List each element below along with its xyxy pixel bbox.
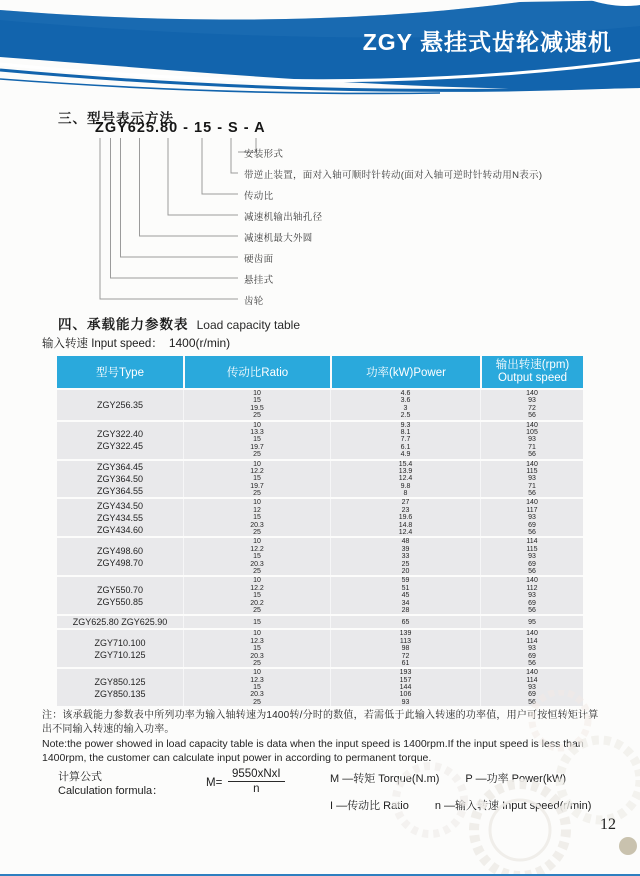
- cell-value: 93: [528, 514, 536, 522]
- table-group: [57, 390, 583, 420]
- cell-value: 15: [253, 475, 261, 483]
- cell-value: 71: [528, 482, 536, 490]
- model-name: ZGY850.125: [94, 676, 146, 687]
- cell-value: 23: [401, 506, 410, 514]
- formula-label-zh: 计算公式: [58, 771, 102, 783]
- cell-value: 193: [399, 669, 412, 677]
- power-column: [330, 422, 480, 459]
- ratio-column: [183, 499, 330, 536]
- cell-value: 9.3: [400, 421, 411, 429]
- cell-value: 25: [401, 560, 410, 568]
- power-column: [330, 538, 480, 575]
- formula-denominator: n: [253, 783, 260, 795]
- cell-value: 10: [253, 421, 261, 429]
- legend-torque: M —转矩 Torque(N.m): [330, 773, 440, 785]
- cell-value: 65: [401, 618, 410, 626]
- model-name: ZGY625.80 ZGY625.90: [72, 617, 168, 628]
- cell-value: 10: [253, 390, 261, 397]
- cell-value: 20.3: [250, 521, 264, 529]
- cell-value: 14.8: [398, 521, 413, 529]
- cell-value: 106: [399, 691, 412, 699]
- cell-value: 9.8: [400, 482, 411, 490]
- load-table: [57, 356, 583, 708]
- model-name: ZGY710.125: [94, 649, 146, 660]
- cell-value: 105: [526, 428, 538, 436]
- cell-value: 7.7: [400, 436, 411, 444]
- model-name: ZGY434.55: [96, 512, 144, 523]
- section-model-heading: 三、型号表示方法: [58, 111, 174, 126]
- load-table-header: [57, 356, 583, 388]
- model-cell: [57, 461, 183, 498]
- note-zh: 注：该承载能力参数表中所列功率为输入轴转速为1400转/分时的数值，若需低于此输入转速的功率值，用户可按恒转矩计算出不同输入转速的输入功率。: [42, 710, 599, 735]
- cell-value: 93: [528, 436, 536, 444]
- cell-value: 56: [528, 567, 536, 575]
- cell-value: 10: [253, 669, 261, 677]
- speed-column: [480, 499, 583, 536]
- formula-label-en: Calculation formula：: [58, 785, 164, 797]
- cell-value: 27: [401, 499, 410, 507]
- cell-value: 4.9: [400, 451, 411, 459]
- model-code-label: 减速机输出轴孔径: [244, 212, 323, 223]
- input-speed-value: 1400(r/min): [168, 336, 231, 350]
- cell-value: 114: [526, 637, 538, 645]
- ratio-column: [183, 390, 330, 420]
- model-cell: [57, 499, 183, 536]
- model-code: ZGY625.80 - 15 - S - A: [95, 120, 266, 136]
- model-code-diagram: [0, 118, 640, 318]
- cell-value: 19.7: [250, 443, 264, 451]
- page-number: 12: [600, 816, 616, 833]
- table-group: [57, 630, 583, 667]
- input-speed-label: 输入转速 Input speed：: [42, 338, 163, 350]
- cell-value: 25: [253, 698, 261, 706]
- cell-value: 15: [253, 436, 261, 444]
- gear-watermark: [0, 690, 640, 876]
- ratio-column: [183, 577, 330, 614]
- cell-value: 114: [526, 538, 538, 546]
- input-speed-line: [42, 335, 230, 351]
- model-code-label: 传动比: [244, 191, 274, 202]
- cell-value: 13.9: [398, 467, 413, 475]
- cell-value: 20.3: [250, 691, 264, 699]
- cell-value: 33: [401, 553, 410, 561]
- cell-value: 69: [528, 521, 536, 529]
- cell-value: 12.3: [250, 637, 264, 645]
- cell-value: 2.5: [400, 412, 411, 420]
- cell-value: 140: [526, 421, 538, 429]
- section-load-heading: [58, 313, 300, 333]
- cell-value: 93: [528, 397, 536, 405]
- model-name: ZGY550.70: [96, 584, 144, 595]
- cell-value: 69: [528, 652, 536, 660]
- cell-value: 95: [528, 618, 536, 626]
- cell-value: 51: [401, 584, 410, 592]
- model-name: ZGY710.100: [94, 637, 146, 648]
- speed-column: [480, 461, 583, 498]
- cell-value: 12.4: [398, 529, 413, 537]
- cell-value: 56: [528, 606, 536, 614]
- ratio-column: [183, 461, 330, 498]
- cell-value: 39: [401, 545, 410, 553]
- cell-value: 15: [253, 592, 261, 600]
- cell-value: 56: [528, 659, 536, 667]
- table-group: [57, 577, 583, 614]
- cell-value: 28: [401, 606, 410, 614]
- speed-column: [480, 616, 583, 628]
- cell-value: 12.4: [398, 475, 413, 483]
- cell-value: 3: [403, 404, 408, 412]
- cell-value: 93: [528, 684, 536, 692]
- cell-value: 93: [528, 645, 536, 653]
- cell-value: 3.6: [400, 397, 411, 405]
- cell-value: 98: [401, 645, 410, 653]
- cell-value: 56: [528, 698, 536, 706]
- header-cell-speed: 输出转速(rpm) Output speed: [480, 356, 583, 388]
- model-cell: [57, 390, 183, 420]
- power-column: [330, 577, 480, 614]
- cell-value: 12.2: [250, 467, 264, 475]
- cell-value: 12.3: [250, 676, 264, 684]
- cell-value: 25: [253, 529, 261, 537]
- table-group: [57, 616, 583, 628]
- model-cell: [57, 616, 183, 628]
- cell-value: 15: [253, 618, 261, 626]
- legend-power: P —功率 Power(kW): [465, 773, 567, 785]
- cell-value: 140: [526, 460, 538, 468]
- model-name: ZGY364.55: [96, 485, 144, 496]
- cell-value: 12.2: [250, 545, 264, 553]
- cell-value: 140: [526, 669, 538, 677]
- power-column: [330, 630, 480, 667]
- cell-value: 15: [253, 514, 261, 522]
- cell-value: 114: [526, 676, 538, 684]
- cell-value: 112: [526, 584, 538, 592]
- cell-value: 15: [253, 645, 261, 653]
- cell-value: 12.2: [250, 584, 264, 592]
- cell-value: 15: [253, 684, 261, 692]
- power-column: [330, 390, 480, 420]
- cell-value: 10: [253, 577, 261, 585]
- ratio-column: [183, 616, 330, 628]
- cell-value: 59: [401, 577, 410, 585]
- cell-value: 72: [401, 652, 410, 660]
- cell-value: 61: [401, 659, 410, 667]
- cell-value: 56: [528, 490, 536, 498]
- cell-value: 20.3: [250, 560, 264, 568]
- header-cell-ratio: 传动比Ratio: [183, 356, 330, 388]
- cell-value: 113: [399, 637, 412, 645]
- cell-value: 72: [528, 404, 536, 412]
- header-cell-power: 功率(kW)Power: [330, 356, 480, 388]
- cell-value: 25: [253, 606, 261, 614]
- formula-numerator: 9550xNxI: [228, 768, 285, 782]
- cell-value: 115: [526, 545, 538, 553]
- table-group: [57, 461, 583, 498]
- model-name: ZGY434.50: [96, 500, 144, 511]
- cell-value: 56: [528, 529, 536, 537]
- cell-value: 71: [528, 443, 536, 451]
- model-name: ZGY322.45: [96, 441, 144, 452]
- cell-value: 19.5: [250, 404, 264, 412]
- cell-value: 19.6: [398, 514, 413, 522]
- load-table-body: [57, 390, 583, 706]
- cell-value: 45: [401, 592, 410, 600]
- cell-value: 140: [526, 390, 538, 397]
- speed-column: [480, 422, 583, 459]
- model-code-label: 悬挂式: [244, 275, 274, 286]
- model-name: ZGY434.60: [96, 524, 144, 535]
- cell-value: 115: [526, 467, 538, 475]
- cell-value: 93: [528, 592, 536, 600]
- cell-value: 140: [526, 577, 538, 585]
- section-load-heading-zh: 四、承载能力参数表: [58, 317, 189, 332]
- model-name: ZGY256.35: [96, 399, 144, 410]
- cell-value: 25: [253, 659, 261, 667]
- cell-value: 20.3: [250, 652, 264, 660]
- note-en: Note:the power showed in load capacity table is data when the input speed is 1400rpm.If the input speed is less than 1400rpm, the customer can calculate input power in according to permanent torque.: [42, 738, 584, 764]
- model-code-label: 硬齿面: [244, 254, 274, 265]
- model-code-label: 安装形式: [244, 149, 284, 160]
- cell-value: 20.2: [250, 599, 264, 607]
- model-cell: [57, 422, 183, 459]
- cell-value: 15.4: [398, 460, 413, 468]
- cell-value: 6.1: [400, 443, 411, 451]
- header-band: [0, 0, 640, 100]
- legend-ratio: I —传动比 Ratio: [330, 800, 409, 812]
- cell-value: 157: [399, 676, 412, 684]
- cell-value: 48: [401, 538, 410, 546]
- cell-value: 8: [403, 490, 408, 498]
- model-name: ZGY550.85: [96, 596, 144, 607]
- cell-value: 25: [253, 412, 261, 420]
- cell-value: 25: [253, 451, 261, 459]
- cell-value: 10: [253, 630, 261, 638]
- cell-value: 56: [528, 412, 536, 420]
- legend-input-speed: n —输入转速 Input speed(r/min): [434, 800, 592, 812]
- model-code-label: 齿轮: [244, 296, 264, 307]
- ratio-column: [183, 630, 330, 667]
- model-name: ZGY498.70: [96, 557, 144, 568]
- cell-value: 93: [401, 698, 410, 706]
- model-code-label: 减速机最大外圆: [244, 233, 313, 244]
- cell-value: 144: [399, 684, 412, 692]
- cell-value: 69: [528, 599, 536, 607]
- model-cell: [57, 630, 183, 667]
- cell-value: 20: [401, 567, 410, 575]
- model-cell: [57, 538, 183, 575]
- header-cell-type: 型号Type: [96, 367, 144, 379]
- cell-value: 10: [253, 538, 261, 546]
- cell-value: 93: [528, 475, 536, 483]
- cell-value: 139: [399, 630, 412, 638]
- model-name: ZGY364.50: [96, 473, 144, 484]
- model-code-label: 带逆止装置，面对入轴可顺时针转动(面对入轴可逆时针转动用N表示): [244, 170, 543, 181]
- cell-value: 15: [253, 397, 261, 405]
- table-group: [57, 499, 583, 536]
- cell-value: 10: [253, 460, 261, 468]
- model-cell: [57, 577, 183, 614]
- page-title: ZGY 悬挂式齿轮减速机: [362, 29, 612, 55]
- cell-value: 25: [253, 567, 261, 575]
- cell-value: 19.7: [250, 482, 264, 490]
- model-name: ZGY322.40: [96, 429, 144, 440]
- power-column: [330, 616, 480, 628]
- model-name: ZGY364.45: [96, 461, 144, 472]
- cell-value: 69: [528, 691, 536, 699]
- ratio-column: [183, 538, 330, 575]
- formula-lhs: M=: [206, 777, 223, 789]
- section-load-heading-en: Load capacity table: [196, 318, 301, 332]
- table-group: [57, 538, 583, 575]
- power-column: [330, 499, 480, 536]
- ratio-column: [183, 422, 330, 459]
- cell-value: 69: [528, 560, 536, 568]
- power-column: [330, 461, 480, 498]
- cell-value: 4.6: [400, 390, 411, 397]
- model-name: ZGY850.135: [94, 688, 146, 699]
- model-name: ZGY498.60: [96, 545, 144, 556]
- cell-value: 15: [253, 553, 261, 561]
- cell-value: 140: [526, 499, 538, 507]
- cell-value: 117: [526, 506, 538, 514]
- table-group: [57, 422, 583, 459]
- speed-column: [480, 630, 583, 667]
- cell-value: 56: [528, 451, 536, 459]
- cell-value: 10: [253, 499, 261, 507]
- speed-column: [480, 577, 583, 614]
- cell-value: 25: [253, 490, 261, 498]
- cell-value: 8.1: [400, 428, 411, 436]
- cell-value: 34: [401, 599, 410, 607]
- cell-value: 140: [526, 630, 538, 638]
- cell-value: 12: [253, 506, 261, 514]
- speed-column: [480, 538, 583, 575]
- speed-column: [480, 390, 583, 420]
- scan-artifact-dot: [619, 837, 637, 855]
- cell-value: 13.3: [250, 428, 264, 436]
- cell-value: 93: [528, 553, 536, 561]
